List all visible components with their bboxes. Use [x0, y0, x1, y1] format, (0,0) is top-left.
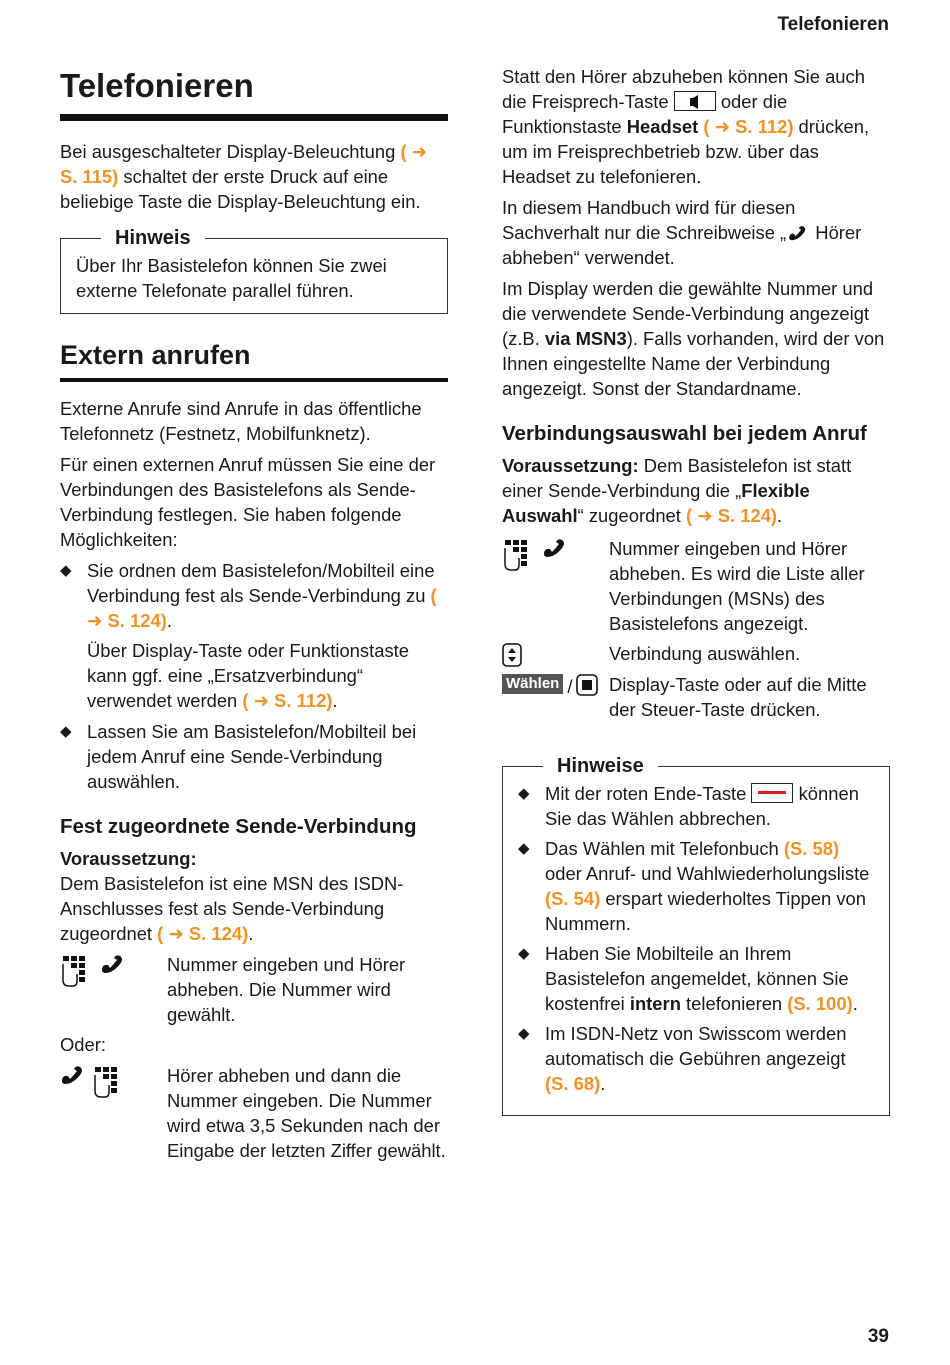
- hinweis-text: Über Ihr Basistelefon können Sie zwei externe Telefonate parallel führen.: [76, 255, 387, 301]
- page-ref-link[interactable]: (S. 58): [783, 838, 840, 859]
- diamond-bullet-icon: ◆: [518, 785, 530, 802]
- navigation-key-up-down-icon: [502, 643, 522, 667]
- page-ref-link[interactable]: (S. 54): [545, 888, 601, 909]
- list-item: ◆ Das Wählen mit Telefonbuch (S. 58) oder Anruf- und Wahlwiederholungsliste (S. 54) erspart wiederholtes Tippen von Nummern.: [518, 838, 870, 934]
- schreibweise-paragraph: In diesem Handbuch wird für diesen Sachverhalt nur die Schreibweise „ Hörer abheben“ verwendet.: [502, 197, 862, 268]
- page-ref-link[interactable]: ( ➜ S. 112): [242, 690, 333, 711]
- step-row: [502, 672, 890, 722]
- freisprech-paragraph: Statt den Hörer abzuheben können Sie auch die Freisprech-Taste oder die Funktionstaste Headset ( ➜ S. 112) drücken, um im Freisprechbetrieb bzw. über das Headset zu telefonieren.: [502, 66, 870, 187]
- handset-off-hook-icon: [100, 954, 126, 974]
- page-ref-link[interactable]: ( ➜ S. 124): [157, 923, 249, 944]
- step-keys: [60, 952, 167, 1027]
- keypad-icon: [502, 538, 536, 572]
- speaker-key-icon: [674, 91, 716, 111]
- page-ref-link[interactable]: (S. 100): [787, 993, 853, 1014]
- intro-paragraph: Bei ausgeschalteter Display-Beleuchtung ( ➜ S. 115) schaltet der erste Druck auf eine beliebige Taste die Display-Beleuchtung ein.: [60, 141, 428, 212]
- extern-paragraph-2: Für einen externen Anruf müssen Sie eine der Verbindungen des Basistelefons als Sende-Verbindung festlegen. Sie haben folgende Möglichkeiten:: [60, 454, 436, 550]
- navigation-key-center-icon: [576, 674, 598, 696]
- display-key-waehlen: Wählen: [502, 674, 563, 694]
- step-text: Hörer abheben und dann die Nummer eingeben. Die Nummer wird etwa 3,5 Sekunden nach der Eingabe der letzten Ziffer gewählt.: [167, 1065, 446, 1161]
- step-row: [502, 536, 890, 636]
- voraussetzung-paragraph: Voraussetzung: Dem Basistelefon ist eine MSN des ISDN-Anschlusses fest als Sende-Verbindung zugeordnet ( ➜ S. 124).: [60, 848, 404, 944]
- diamond-bullet-icon: ◆: [60, 562, 72, 579]
- left-column: [60, 64, 448, 1168]
- hinweise-title: Hinweise: [543, 753, 658, 779]
- subsection-title-fest: Fest zugeordnete Sende-Verbindung: [60, 815, 417, 838]
- oder-label: Oder:: [60, 1034, 106, 1055]
- list-item: ◆ Sie ordnen dem Basistelefon/Mobilteil eine Verbindung fest als Sende-Verbindung zu ( ➜ S. 124). Über Display-Taste oder Funktionstaste kann ggf. eine „Ersatzverbindung“ verwendet werden ( ➜ S. 112).: [60, 558, 448, 713]
- options-list: [60, 558, 448, 794]
- keypad-icon: [92, 1065, 126, 1099]
- step-keys: [502, 641, 609, 667]
- right-column: [502, 64, 890, 1138]
- end-key-icon: [751, 783, 793, 803]
- step-row: [502, 641, 890, 667]
- step-keys: [502, 536, 609, 636]
- step-text: Verbindung auswählen.: [609, 643, 801, 664]
- hinweise-box: [502, 755, 890, 1116]
- extern-paragraph-1: Externe Anrufe sind Anrufe in das öffentliche Telefonnetz (Festnetz, Mobilfunknetz).: [60, 398, 422, 444]
- list-item: ◆ Lassen Sie am Basistelefon/Mobilteil bei jedem Anruf eine Sende-Verbindung auswählen.: [60, 721, 417, 792]
- page-ref-link[interactable]: (S. 68): [545, 1073, 601, 1094]
- page-ref-link[interactable]: ( ➜ S. 124): [686, 505, 778, 526]
- diamond-bullet-icon: ◆: [60, 723, 72, 740]
- step-keys: [502, 672, 609, 722]
- page-ref-link[interactable]: ( ➜ S. 112): [703, 116, 794, 137]
- step-text: Display-Taste oder auf die Mitte der Steuer-Taste drücken.: [609, 674, 867, 720]
- list-item: ◆ Haben Sie Mobilteile an Ihrem Basistelefon angemeldet, können Sie kostenfrei intern telefonieren (S. 100).: [518, 943, 858, 1014]
- hinweis-title: Hinweis: [101, 225, 205, 251]
- diamond-bullet-icon: ◆: [518, 840, 530, 857]
- handset-off-hook-icon: [60, 1065, 86, 1085]
- section-title-extern: Extern anrufen: [60, 338, 448, 382]
- step-keys: [60, 1063, 167, 1163]
- list-subparagraph: Über Display-Taste oder Funktionstaste kann ggf. eine „Ersatzverbindung“ verwendet werden ( ➜ S. 112).: [87, 640, 409, 711]
- list-item: ◆ Im ISDN-Netz von Swisscom werden automatisch die Gebühren angezeigt (S. 68).: [518, 1023, 847, 1094]
- page-ref-link[interactable]: ( ➜ S. 115): [60, 141, 428, 187]
- handset-off-hook-icon: [542, 538, 568, 558]
- page-ref-link[interactable]: ( ➜ S. 124): [87, 585, 437, 631]
- list-item: ◆ Mit der roten Ende-Taste können Sie das Wählen abbrechen.: [518, 783, 859, 829]
- key-separator: /: [567, 676, 573, 697]
- step-text: Nummer eingeben und Hörer abheben. Die Nummer wird gewählt.: [167, 954, 406, 1025]
- diamond-bullet-icon: ◆: [518, 945, 530, 962]
- step-text: Nummer eingeben und Hörer abheben. Es wird die Liste aller Verbindungen (MSNs) des Basistelefons angezeigt.: [609, 538, 865, 634]
- page-number: 39: [867, 1326, 889, 1347]
- diamond-bullet-icon: ◆: [518, 1025, 530, 1042]
- voraussetzung-paragraph: Voraussetzung: Dem Basistelefon ist statt einer Sende-Verbindung die „Flexible Auswahl“ zugeordnet ( ➜ S. 124).: [502, 455, 852, 526]
- hinweis-box: [60, 227, 448, 314]
- running-header: Telefonieren: [777, 14, 889, 35]
- step-row: [60, 952, 448, 1027]
- hinweise-list: [518, 781, 874, 1096]
- display-paragraph: Im Display werden die gewählte Nummer und die verwendete Sende-Verbindung angezeigt (z.B. via MSN3). Falls vorhanden, wird der von Ihnen eingestellte Name der Verbindung angezeigt. Sonst der Standardname.: [502, 278, 885, 399]
- keypad-icon: [60, 954, 94, 988]
- page-title: Telefonieren: [60, 64, 448, 121]
- subsection-title-auswahl: Verbindungsauswahl bei jedem Anruf: [502, 422, 867, 445]
- handset-off-hook-icon: [786, 225, 810, 241]
- step-row: [60, 1063, 448, 1163]
